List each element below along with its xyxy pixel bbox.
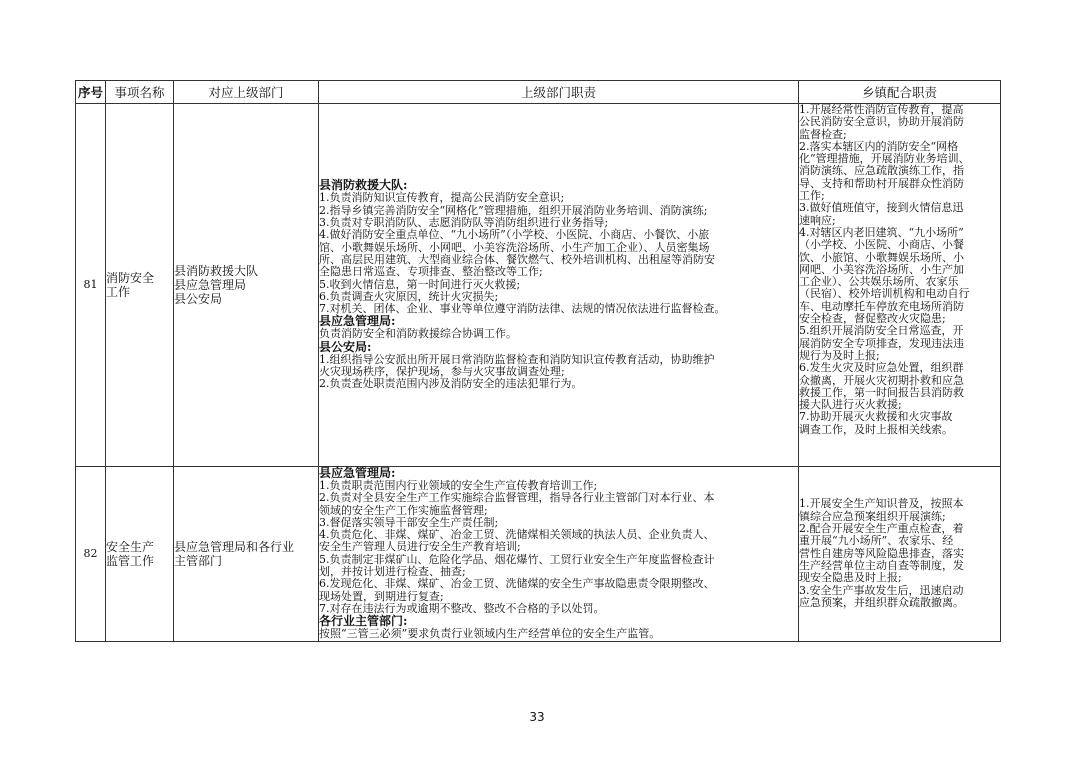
town-duty-line: 监督检查; [799,127,847,141]
duty-line: 7.对机关、团体、企业、事业等单位遵守消防法律、法规的情况依法进行监督检查。 [319,302,726,316]
town-duty-line: 展消防安全专项排查，发现违法违 [799,336,964,350]
town-duty-line: 众撤离，开展火灾初期扑救和应急 [799,373,964,387]
duty-line: 6.发现危化、非煤、煤矿、冶金工贸、洗储煤的安全生产事故隐患责令限期整改、 [319,577,715,591]
duty-line: 领域的安全生产工作实施监督管理; [319,503,488,517]
town-duty-line: 生产经营单位主动自查等制度，发 [799,558,964,572]
town-duty-line: 3.安全生产事故发生后，迅速启动 [799,583,964,597]
dept-line: 县消防救援大队 [174,264,259,278]
duty-line: 3.负责对专职消防队、志愿消防队等消防组织进行业务指导; [319,216,609,230]
town-duty-line: 导、支持和帮助村开展群众性消防 [799,176,964,190]
dept-line: 县应急管理局 [174,278,247,292]
town-duty-line: 7.协助开展灭火救援和火灾事故 [799,410,953,424]
item-name-line: 工作 [106,285,131,299]
town-duty-line: 工作; [799,189,825,203]
town-duty-line: 重开展“九小场所”、农家乐、经 [799,534,954,548]
town-duty-cell [799,104,1001,467]
seq-cell [76,467,106,642]
town-duty-line: 1.开展经常性消防宣传教育，提高 [799,103,964,116]
duty-line: 现场处置，到期进行复查; [319,589,444,603]
duty-line: 全隐患日常巡查、专项排查、整治整改等工作; [319,265,543,279]
duties-table [75,80,1001,642]
superior-duty-cell [319,104,799,467]
duty-line: 1.负责职责范围内行业领域的安全生产宣传教育培训工作; [319,479,598,492]
item-name-line: 消防安全 [106,271,155,285]
town-duty-line: 6.发生火灾及时应急处置，组织群 [799,361,964,375]
seq-number: 82 [83,546,98,560]
town-duty-cell [799,467,1001,642]
header-row [76,81,1001,104]
town-duty-line: 饮、小旅馆、小歌舞娱乐场所、小 [799,250,964,264]
town-duty-line: 消防演练、应急疏散演练工作，指 [799,164,964,178]
duty-line: 4.负责危化、非煤、煤矿、冶金工贸、洗储煤相关领域的执法人员、企业负责人、 [319,528,715,542]
duty-line: 负责消防安全和消防救援综合协调工作。 [319,327,517,341]
duty-line: 7.对存在违法行为或逾期不整改、整改不合格的予以处罚。 [319,601,605,615]
duty-line: 馆、小歌舞娱乐场所、小网吧、小美容洗浴场所、小生产加工企业）、人员密集场 [319,240,710,254]
seq-cell [76,104,106,467]
dept-line: 县应急管理局和各行业 [174,539,295,554]
dept-heading: 县应急管理局: [319,314,396,329]
dept-line: 主管部门 [174,553,223,568]
town-duty-line: 救援工作，第一时间报告县消防救 [799,385,964,399]
dept-cell [174,104,319,467]
page-number: 33 [529,710,545,724]
duty-line: 1.负责消防知识宣传教育，提高公民消防安全意识; [319,191,565,205]
town-duty-line: 网吧、小美容洗浴场所、小生产加 [799,262,964,276]
town-duty-line: 调查工作，及时上报相关线索。 [799,422,953,436]
town-duty-line: 车、电动摩托车停放充电场所消防 [799,299,964,313]
duty-line: 4.做好消防安全重点单位、“九小场所”（小学校、小医院、小商店、小餐饮、小旅 [319,228,710,242]
town-duty-line: 镇综合应急预案组织开展演练; [799,509,946,523]
dept-heading: 各行业主管部门: [319,614,408,629]
duty-line: 1.组织指导公安派出所开展日常消防监督检查和消防知识宣传教育活动，协助维护 [319,352,715,366]
dept-cell [174,467,319,642]
header-name: 事项名称 [106,81,174,104]
dept-heading: 县公安局: [319,339,372,354]
duty-line: 安全生产管理人员进行安全生产教育培训; [319,540,521,554]
dept-heading: 县消防救援大队: [319,178,408,193]
duty-line: 5.负责制定非煤矿山、危险化学品、烟花爆竹、工贸行业安全生产年度监督检查计 [319,552,715,566]
header-seq: 序号 [76,81,106,104]
item-name-cell [106,467,174,642]
table-row [76,104,1001,467]
duty-line: 火灾现场秩序，保护现场，参与火灾事故调查处理; [319,364,565,378]
town-duty-line: 规行为及时上报; [799,348,880,362]
duty-line: 6.负责调查火灾原因，统计火灾损失; [319,289,499,303]
town-duty-line: 2.配合开展安全生产重点检查，着 [799,522,964,536]
town-duty-line: 4.对辖区内老旧建筑、“九小场所” [799,225,964,239]
duty-line: 2.指导乡镇完善消防安全“网格化”管理措施，组织开展消防业务培训、消防演练; [319,203,708,217]
table-row [76,467,1001,642]
town-duty-line: 工企业）、公共娱乐场所、农家乐 [799,275,959,289]
duty-line: 5.收到火情信息，第一时间进行灭火救援; [319,277,521,291]
town-duty-line: 公民消防安全意识，协助开展消防 [799,115,964,129]
duty-line: 划，并按计划进行检查、抽查; [319,565,466,579]
town-duty-line: （民宿）、校外培训机构和电动自行 [799,287,970,301]
header-town: 乡镇配合职责 [799,81,1001,104]
duty-line: 按照“三管三必须”要求负责行业领域内生产经营单位的安全生产监管。 [319,627,661,641]
superior-duty-cell [319,467,799,642]
town-duty-line: 安全检查，督促整改火灾隐患; [799,312,946,326]
town-duty-line: 化”管理措施，开展消防业务培训、 [799,152,970,166]
item-name-line: 安全生产 [106,539,155,554]
town-duty-line: 5.组织开展消防安全日常巡查，开 [799,324,964,338]
seq-number: 81 [83,277,98,291]
town-duty-line: 速响应; [799,213,836,227]
town-duty-line: 3.做好值班值守，接到火情信息迅 [799,201,964,215]
header-duty: 上级部门职责 [319,81,799,104]
item-name-cell [106,104,174,467]
header-dept: 对应上级部门 [174,81,319,104]
item-name-line: 监管工作 [106,553,155,568]
town-duty-line: 援大队进行灭火救援; [799,398,902,412]
town-duty-line: （小学校、小医院、小商店、小餐 [799,238,964,252]
town-duty-line: 1.开展安全生产知识普及，按照本 [799,497,964,511]
town-duty-line: 营性自建房等风险隐患排查，落实 [799,546,964,560]
dept-line: 县公安局 [174,292,223,306]
dept-heading: 县应急管理局: [319,466,396,480]
town-duty-line: 2.落实本辖区内的消防安全“网格 [799,139,959,153]
duty-line: 3.督促落实领导干部安全生产责任制; [319,515,499,529]
town-duty-line: 应急预案，并组织群众疏散撤离。 [799,595,964,609]
duty-line: 2.负责查处职责范围内涉及消防安全的违法犯罪行为。 [319,377,583,391]
duty-line: 所、高层民用建筑、大型商业综合体、餐饮燃气、校外培训机构、出租屋等消防安 [319,252,715,266]
duty-line: 2.负责对全县安全生产工作实施综合监督管理，指导各行业主管部门对本行业、本 [319,491,715,505]
town-duty-line: 现安全隐患及时上报; [799,571,902,585]
